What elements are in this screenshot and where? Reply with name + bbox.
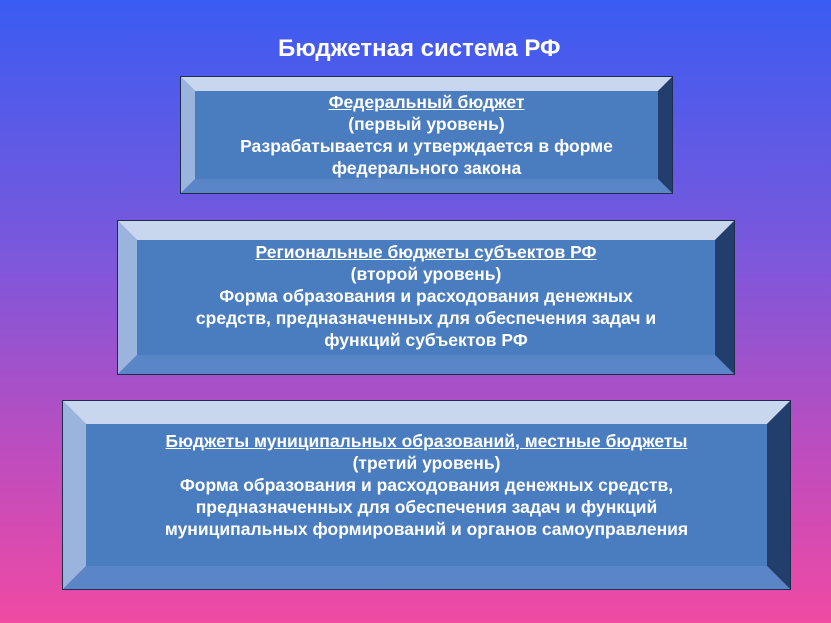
- diagram-title: Бюджетная система РФ: [278, 35, 561, 62]
- municipal-budget-heading: Бюджеты муниципальных образований, местные бюджеты: [165, 431, 688, 451]
- municipal-budget-line-2: предназначенных для обеспечения задач и функций: [195, 497, 658, 517]
- regional-budget-box: [117, 220, 735, 375]
- regional-budget-heading: Региональные бюджеты субъектов РФ: [255, 242, 597, 262]
- regional-budget-line-2: средств, предназначенных для обеспечения задач и: [195, 308, 657, 328]
- regional-budget-text: [117, 234, 735, 358]
- federal-budget-line-2: федерального закона: [331, 158, 522, 178]
- bevel-bottom: [62, 566, 791, 590]
- municipal-budget-line-3: муниципальных формирований и органов самоуправления: [164, 519, 689, 539]
- federal-budget-level: (первый уровень): [348, 114, 505, 134]
- federal-budget-text: [180, 84, 673, 186]
- municipal-budget-line-1: Форма образования и расходования денежных средств,: [179, 475, 674, 495]
- regional-budget-level: (второй уровень): [350, 264, 502, 284]
- federal-budget-line-1: Разрабатывается и утверждается в форме: [240, 136, 613, 156]
- bevel-bottom: [117, 355, 735, 375]
- federal-budget-box: [180, 76, 673, 194]
- municipal-budget-box: [62, 400, 791, 590]
- municipal-budget-level: (третий уровень): [352, 453, 501, 473]
- municipal-budget-text: [62, 410, 791, 560]
- regional-budget-line-1: Форма образования и расходования денежных: [219, 286, 633, 306]
- regional-budget-line-3: функций субъектов РФ: [324, 330, 528, 350]
- federal-budget-heading: Федеральный бюджет: [328, 92, 525, 112]
